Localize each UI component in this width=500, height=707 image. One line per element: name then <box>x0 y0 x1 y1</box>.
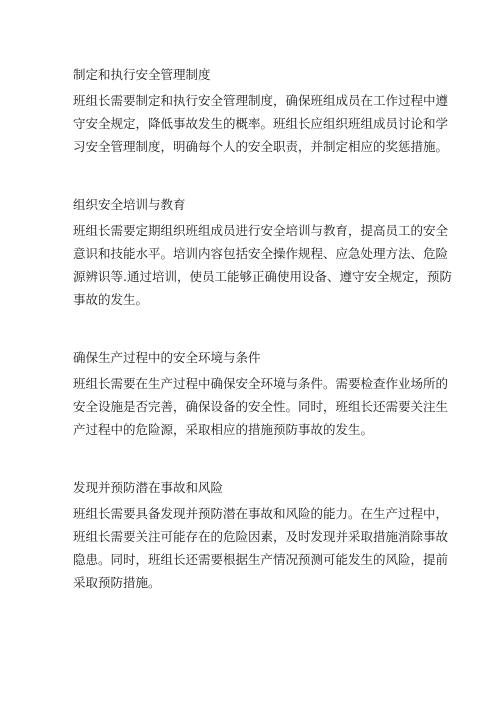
body-line: 习安全管理制度，明确每个人的安全职责，并制定相应的奖惩措施。 <box>73 139 449 154</box>
body-line: 事故的发生。 <box>73 292 149 307</box>
body-line: 班组长需要制定和执行安全管理制度，确保班组成员在工作过程中遵 <box>73 93 449 108</box>
section-risk-prevention <box>73 479 449 594</box>
body-line: 班组长需要在生产过程中确保安全环境与条件。需要检查作业场所的 <box>73 376 449 391</box>
body-line: 源辨识等.通过培训，使员工能够正确使用设备、遵守安全规定，预防 <box>73 269 452 284</box>
section-heading: 发现并预防潜在事故和风险 <box>73 480 224 495</box>
body-line: 安全设施是否完善，确保设备的安全性。同时，班组长还需要关注生 <box>73 399 449 414</box>
section-body <box>73 89 449 158</box>
body-line: 采取预防措施。 <box>73 575 161 590</box>
body-line: 班组长需要具备发现并预防潜在事故和风险的能力。在生产过程中， <box>73 506 449 521</box>
section-safety-management-system <box>73 66 449 158</box>
section-safe-production-environment <box>73 349 449 441</box>
section-heading: 确保生产过程中的安全环境与条件 <box>73 350 261 365</box>
section-heading: 制定和执行安全管理制度 <box>73 67 211 82</box>
body-line: 意识和技能水平。培训内容包括安全操作规程、应急处理方法、危险 <box>73 246 449 261</box>
body-line: 隐患。同时，班组长还需要根据生产情况预测可能发生的风险，提前 <box>73 552 449 567</box>
body-line: 守安全规定，降低事故发生的概率。班组长应组织班组成员讨论和学 <box>73 116 449 131</box>
body-line: 产过程中的危险源，采取相应的措施预防事故的发生。 <box>73 422 374 437</box>
body-line: 班组长需要关注可能存在的危险因素，及时发现并采取措施消除事故 <box>73 529 449 544</box>
section-heading: 组织安全培训与教育 <box>73 197 186 212</box>
section-body <box>73 372 449 441</box>
body-line: 班组长需要定期组织班组成员进行安全培训与教育，提高员工的安全 <box>73 223 449 238</box>
section-body <box>73 502 449 594</box>
section-body <box>73 219 452 311</box>
section-safety-training <box>73 196 452 311</box>
